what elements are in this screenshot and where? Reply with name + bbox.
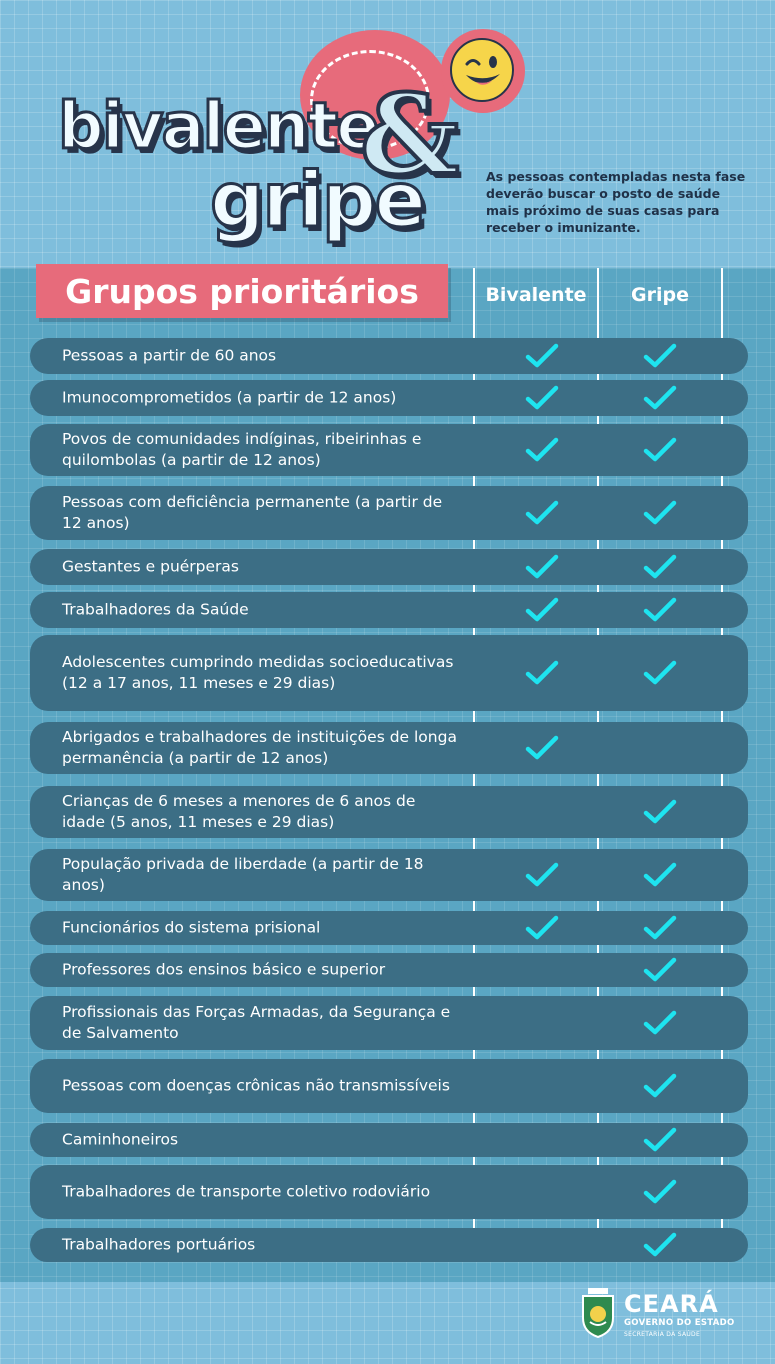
row-label: População privada de liberdade (a partir de 18 anos) bbox=[62, 855, 424, 894]
row-label: Trabalhadores de transporte coletivo rodoviário bbox=[62, 1182, 431, 1201]
check-icon bbox=[643, 597, 677, 623]
check-icon bbox=[525, 660, 559, 686]
row-label: Profissionais das Forças Armadas, da Segurança e de Salvamento bbox=[62, 1003, 451, 1042]
row-label: Trabalhadores da Saúde bbox=[62, 600, 249, 619]
government-logo bbox=[580, 1288, 750, 1344]
check-icon bbox=[525, 735, 559, 761]
check-icon bbox=[643, 437, 677, 463]
table-row bbox=[30, 1123, 748, 1157]
row-label: Povos de comunidades indíginas, ribeirinhas e quilombolas (a partir de 12 anos) bbox=[62, 430, 422, 469]
intro-text: As pessoas contempladas nesta fase deverão buscar o posto de saúde mais próximo de suas casas para receber o imunizante. bbox=[486, 169, 746, 235]
row-label: Caminhoneiros bbox=[62, 1130, 179, 1149]
table-row bbox=[30, 1165, 748, 1219]
check-icon bbox=[643, 500, 677, 526]
row-label: Trabalhadores portuários bbox=[62, 1235, 256, 1254]
check-icon bbox=[643, 1073, 677, 1099]
check-icon bbox=[643, 343, 677, 369]
column-header-gripe: Gripe bbox=[631, 284, 689, 306]
row-label: Pessoas com doenças crônicas não transmissíveis bbox=[62, 1076, 450, 1095]
check-icon bbox=[643, 1127, 677, 1153]
table-row bbox=[30, 911, 748, 945]
check-icon bbox=[643, 1010, 677, 1036]
check-icon bbox=[643, 660, 677, 686]
check-icon bbox=[525, 915, 559, 941]
government-label: GOVERNO DO ESTADO bbox=[624, 1318, 735, 1328]
table-row bbox=[30, 1059, 748, 1113]
table-row bbox=[30, 592, 748, 628]
row-label: Pessoas com deficiência permanente (a partir de 12 anos) bbox=[62, 493, 443, 532]
check-icon bbox=[525, 554, 559, 580]
table-row bbox=[30, 849, 748, 901]
table-row bbox=[30, 996, 748, 1050]
header bbox=[0, 0, 775, 270]
table-row bbox=[30, 722, 748, 774]
table-row bbox=[30, 786, 748, 838]
table-row bbox=[30, 338, 748, 374]
title-bivalente: bivalente bbox=[58, 90, 378, 164]
check-icon bbox=[525, 597, 559, 623]
check-icon bbox=[643, 915, 677, 941]
check-icon bbox=[643, 957, 677, 983]
check-icon bbox=[525, 862, 559, 888]
table-row bbox=[30, 424, 748, 476]
row-label: Professores dos ensinos básico e superior bbox=[62, 960, 386, 979]
title-gripe: gripe bbox=[210, 155, 424, 244]
check-icon bbox=[525, 437, 559, 463]
check-icon bbox=[525, 500, 559, 526]
table-row bbox=[30, 486, 748, 540]
ceara-shield-icon bbox=[580, 1288, 616, 1338]
column-header-bivalente: Bivalente bbox=[485, 284, 587, 306]
check-icon bbox=[643, 1232, 677, 1258]
check-icon bbox=[643, 385, 677, 411]
row-label: Funcionários do sistema prisional bbox=[62, 918, 321, 937]
table-row bbox=[30, 635, 748, 711]
table-heading: Grupos prioritários bbox=[36, 264, 448, 318]
department-label: SECRETARIA DA SAÚDE bbox=[624, 1331, 701, 1338]
table-row bbox=[30, 380, 748, 416]
table-row bbox=[30, 953, 748, 987]
title-ampersand: & bbox=[360, 70, 460, 199]
row-label: Imunocomprometidos (a partir de 12 anos) bbox=[62, 388, 397, 407]
check-icon bbox=[525, 385, 559, 411]
check-icon bbox=[643, 1179, 677, 1205]
check-icon bbox=[643, 862, 677, 888]
row-label: Abrigados e trabalhadores de instituições de longa permanência (a partir de 12 anos) bbox=[62, 728, 457, 767]
row-label: Adolescentes cumprindo medidas socioeducativas (12 a 17 anos, 11 meses e 29 dias) bbox=[62, 653, 454, 692]
row-label: Pessoas a partir de 60 anos bbox=[62, 346, 277, 365]
table-row bbox=[30, 1228, 748, 1262]
row-label: Crianças de 6 meses a menores de 6 anos de idade (5 anos, 11 meses e 29 dias) bbox=[62, 792, 416, 831]
check-icon bbox=[643, 554, 677, 580]
table-row bbox=[30, 549, 748, 585]
check-icon bbox=[643, 799, 677, 825]
row-label: Gestantes e puérperas bbox=[62, 557, 239, 576]
state-name: CEARÁ bbox=[624, 1290, 719, 1318]
check-icon bbox=[525, 343, 559, 369]
